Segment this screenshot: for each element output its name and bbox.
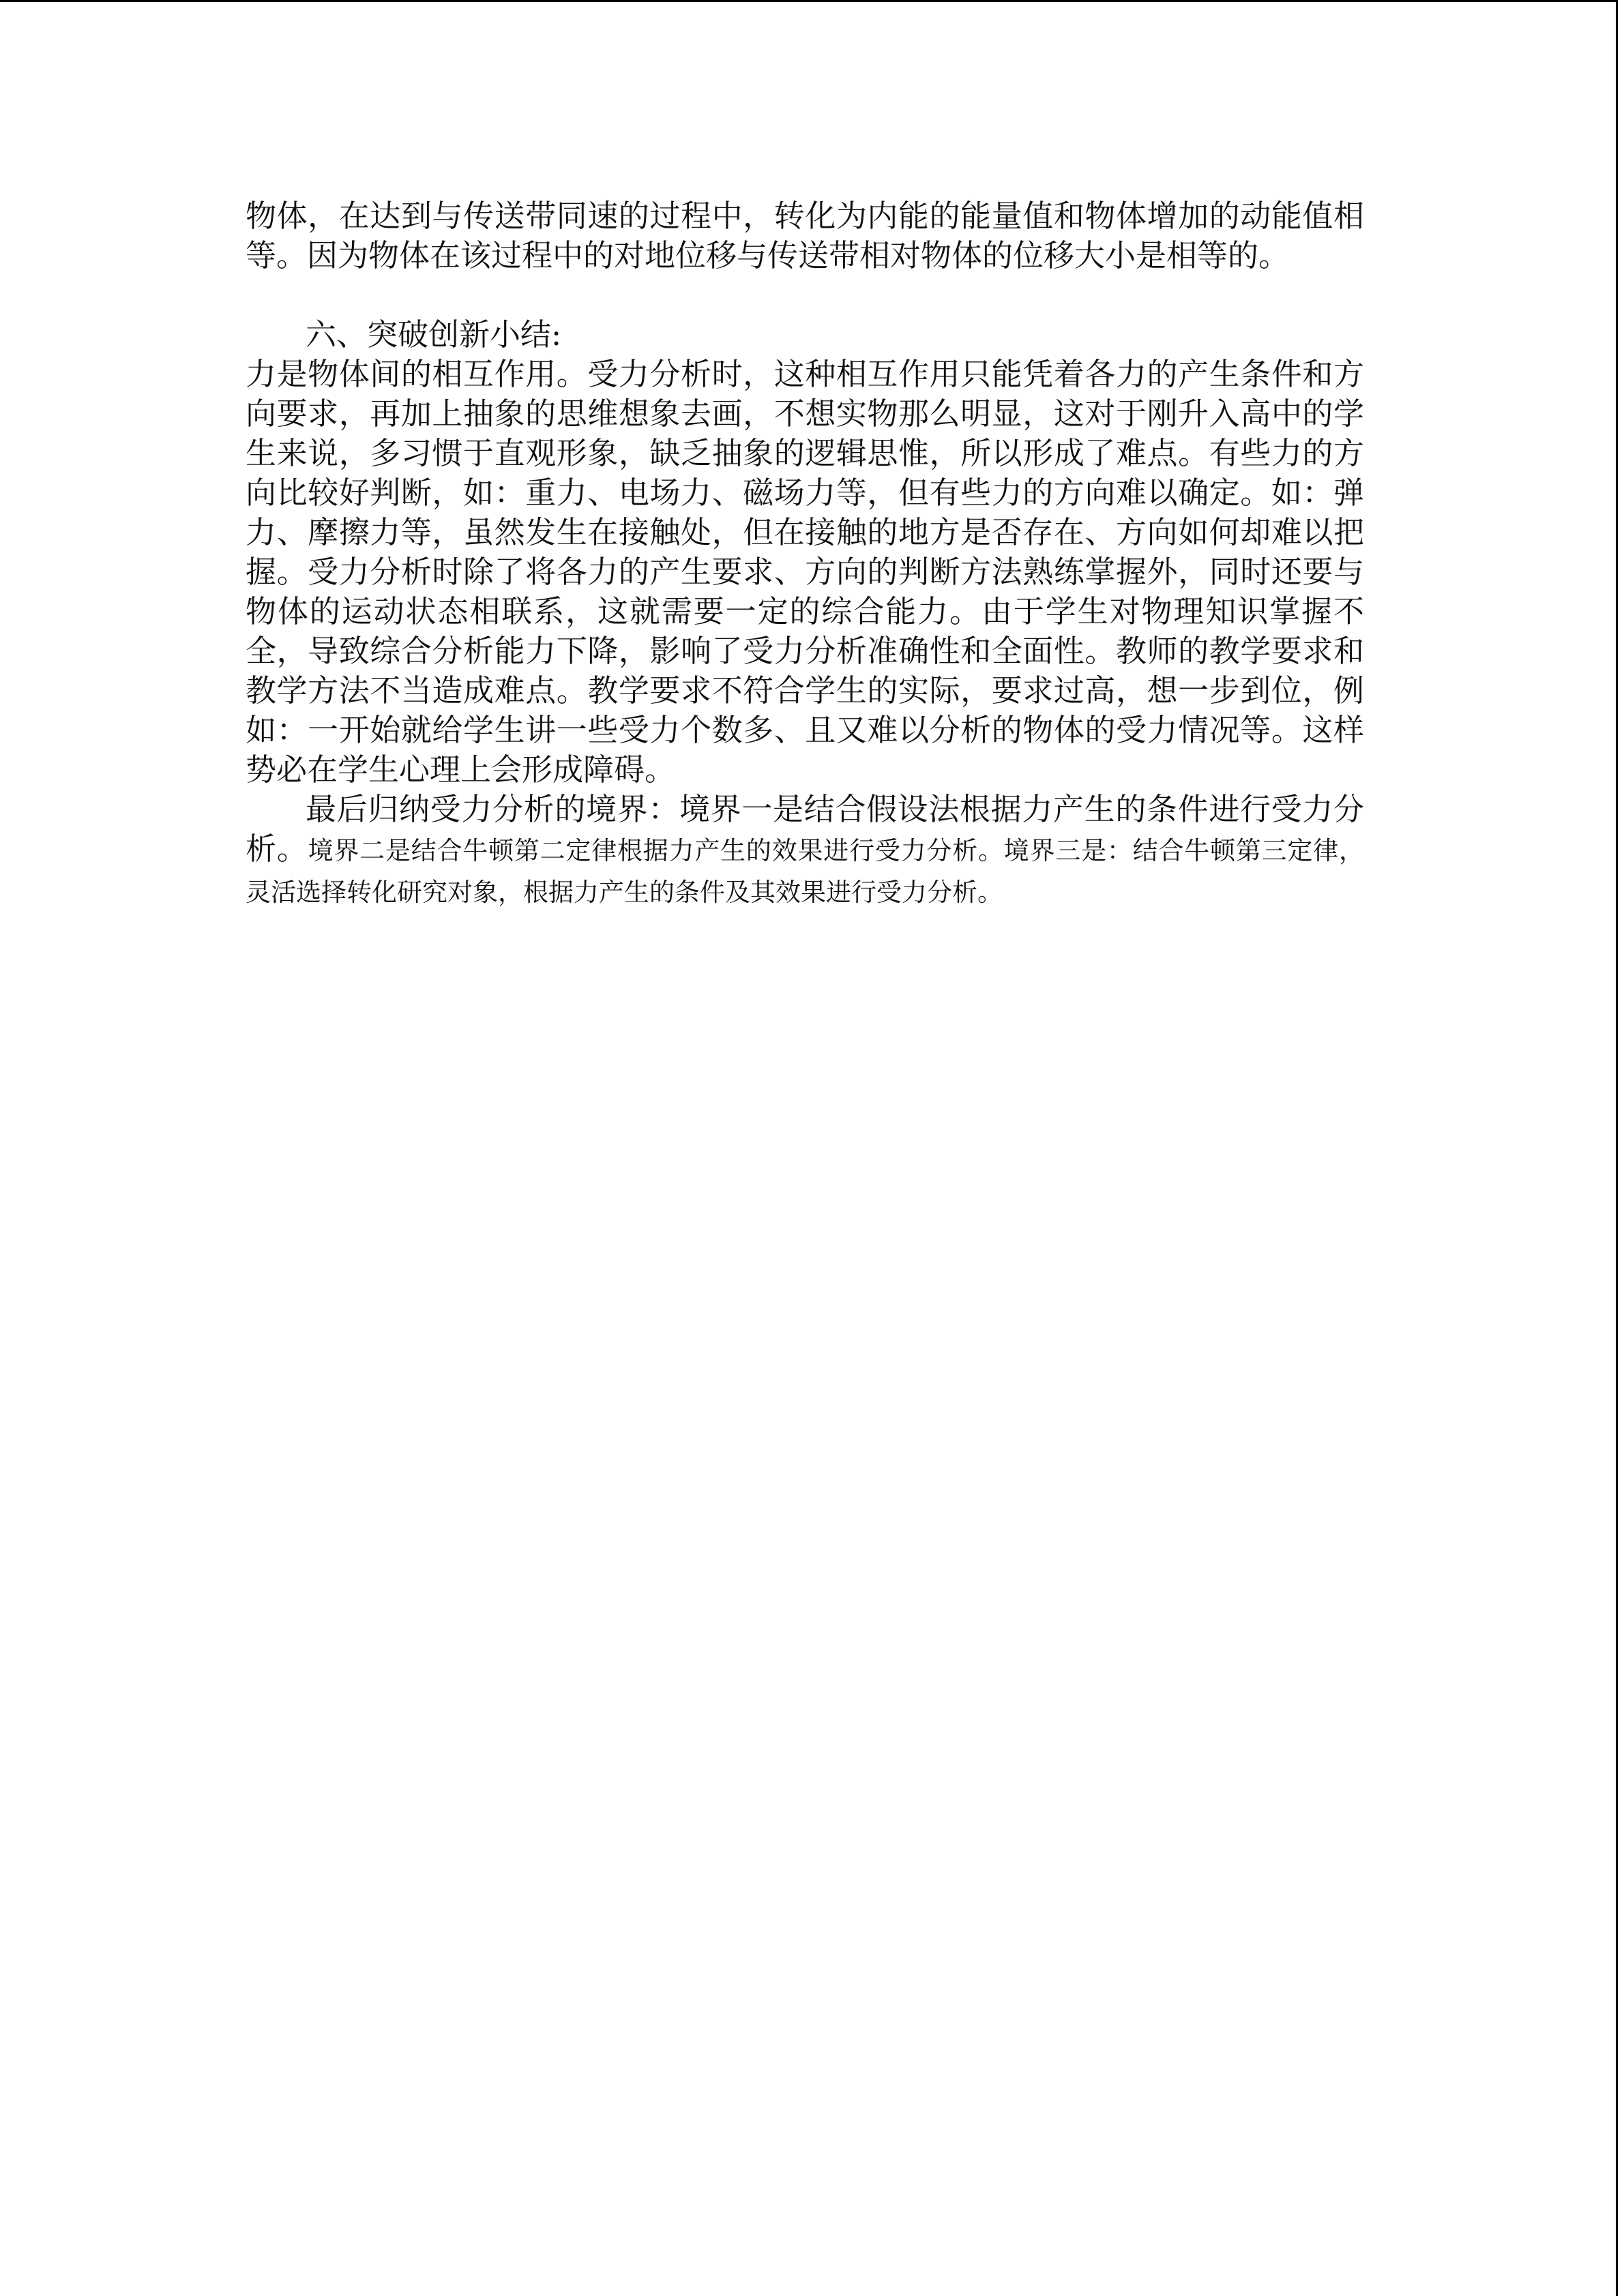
- final-paragraph: [246, 790, 1364, 912]
- final-paragraph-lead: 最后归纳受力分析的境界：境界一是结合假设法根据力产生的条件进行受力分析。: [246, 791, 1364, 867]
- document-body: [246, 196, 1364, 912]
- paragraph-gap: [246, 275, 1364, 315]
- final-paragraph-tail: 境界二是结合牛顿第二定律根据力产生的效果进行受力分析。境界三是：结合牛顿第三定律，灵活选择转化研究对象，根据力产生的条件及其效果进行受力分析。: [246, 836, 1364, 907]
- section-heading: 六、突破创新小结:: [306, 316, 562, 353]
- summary-paragraph: 力是物体间的相互作用。受力分析时，这种相互作用只能凭着各力的产生条件和方向要求，再加上抽象的思维想象去画，不想实物那么明显，这对于刚升入高中的学生来说，多习惯于直观形象，缺乏抽象的逻辑思惟，所以形成了难点。有些力的方向比较好判断，如：重力、电场力、磁场力等，但有些力的方向难以确定。如：弹力、摩擦力等，虽然发生在接触处，但在接触的地方是否存在、方向如何却难以把握。受力分析时除了将各力的产生要求、方向的判断方法熟练掌握外，同时还要与物体的运动状态相联系，这就需要一定的综合能力。由于学生对物理知识掌握不全，导致综合分析能力下降，影响了受力分析准确性和全面性。教师的教学要求和教学方法不当造成难点。教学要求不符合学生的实际，要求过高，想一步到位，例如：一开始就给学生讲一些受力个数多、且又难以分析的物体的受力情况等。这样势必在学生心理上会形成障碍。: [246, 356, 1364, 788]
- intro-paragraph: 物体，在达到与传送带同速的过程中，转化为内能的能量值和物体增加的动能值相等。因为物体在该过程中的对地位移与传送带相对物体的位移大小是相等的。: [246, 198, 1364, 273]
